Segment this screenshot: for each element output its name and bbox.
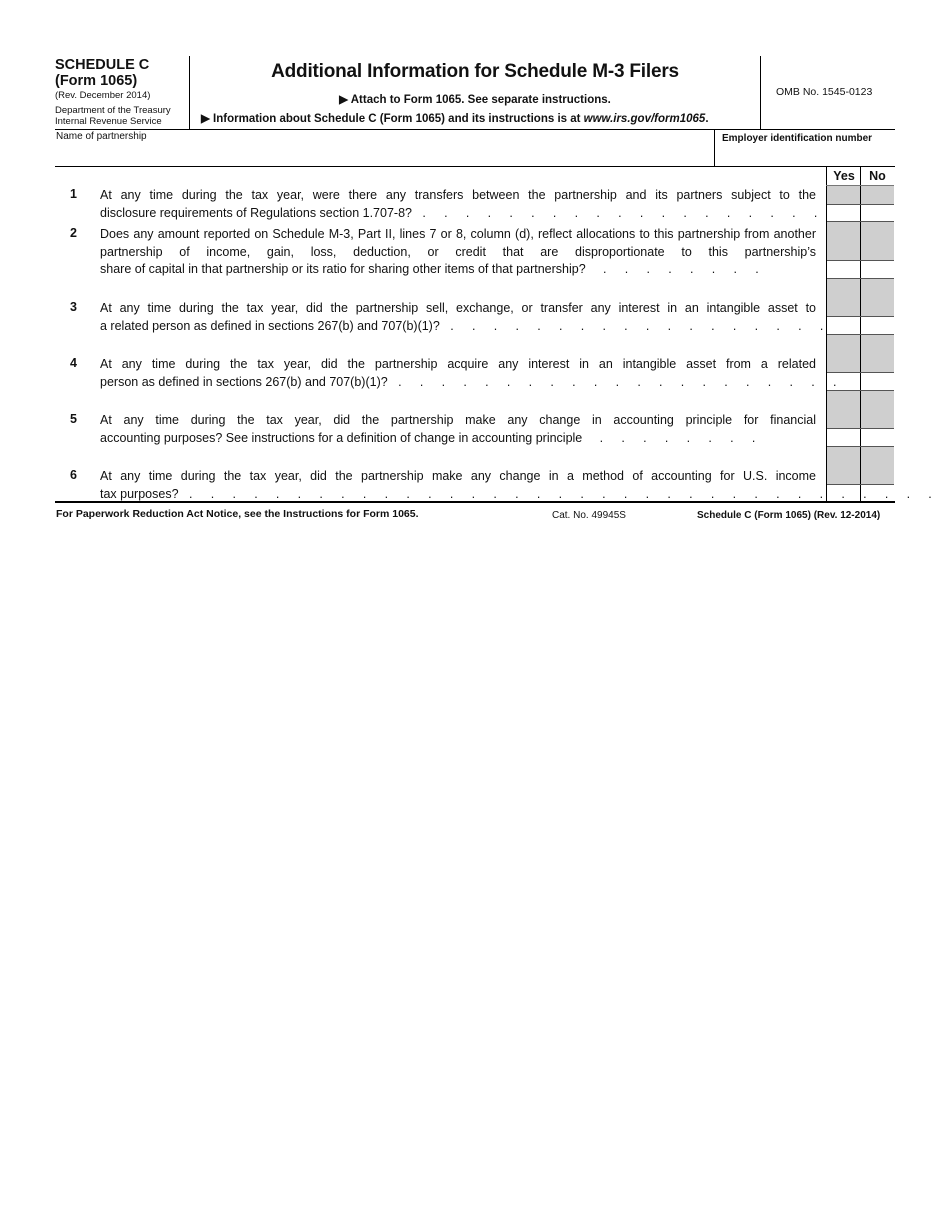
question-text bbox=[100, 356, 844, 391]
ein-divider bbox=[714, 129, 715, 166]
question-text bbox=[100, 412, 816, 447]
q4-no-checkbox[interactable] bbox=[862, 373, 893, 389]
leader-dots: . . . . . . . . . . . . . . . . . . . . . bbox=[398, 374, 844, 389]
shaded-cell bbox=[827, 391, 860, 428]
department: Department of the Treasury bbox=[55, 105, 171, 116]
question-last: disclosure requirements of Regulations section 1.707-8? bbox=[100, 205, 412, 220]
no-column-header: No bbox=[869, 169, 886, 183]
shaded-cell bbox=[827, 335, 860, 372]
question-last-line bbox=[100, 205, 825, 223]
form-identifier bbox=[55, 57, 189, 127]
question-last-line bbox=[100, 318, 831, 336]
partnership-name-label: Name of partnership bbox=[56, 131, 147, 142]
shaded-cell bbox=[827, 186, 860, 204]
ein-label: Employer identification number bbox=[722, 133, 873, 144]
paperwork-notice: For Paperwork Reduction Act Notice, see the Instructions for Form 1065. bbox=[56, 508, 419, 520]
info-prefix: ▶ Information about Schedule C (Form 1065) and its instructions is at bbox=[201, 113, 584, 125]
attach-instruction: ▶ Attach to Form 1065. See separate instructions. bbox=[339, 94, 611, 106]
question-number: 6 bbox=[70, 468, 77, 482]
question-number: 2 bbox=[70, 226, 77, 240]
omb-number: OMB No. 1545-0123 bbox=[776, 86, 873, 98]
question-body: At any time during the tax year, did the partnership acquire any interest in an intangible asset from a related bbox=[100, 357, 816, 371]
q5-yes-checkbox[interactable] bbox=[828, 429, 859, 445]
q2-yes-checkbox[interactable] bbox=[828, 261, 859, 277]
question-number: 4 bbox=[70, 356, 77, 370]
leader-dots: . . . . . . . . . . . . . . . . . . . . . . . . . . . . . . . . . . . bbox=[188, 486, 940, 501]
shaded-cell bbox=[861, 447, 894, 484]
shaded-cell bbox=[861, 279, 894, 316]
leader-dots: . . . . . . . . . . . . . . . . . . bbox=[450, 318, 831, 333]
info-url[interactable]: www.irs.gov/form1065 bbox=[583, 113, 706, 125]
question-body: At any time during the tax year, were there any transfers between the partnership and its partners subject to the bbox=[100, 188, 816, 202]
header-center bbox=[190, 60, 760, 107]
header-divider-right bbox=[760, 56, 761, 129]
leader-dots: . . . . . . . . bbox=[603, 262, 767, 276]
q2-no-checkbox[interactable] bbox=[862, 261, 893, 277]
shaded-cell bbox=[827, 279, 860, 316]
form-number: (Form 1065) bbox=[55, 73, 138, 89]
question-body: Does any amount reported on Schedule M-3, Part II, lines 7 or 8, column (d), reflect allocations to this partnership from another partnership of income, gain, loss, deduction, or credit that are disproportionate to this partnership’s bbox=[100, 227, 816, 259]
question-number: 1 bbox=[70, 187, 77, 201]
question-last-line bbox=[100, 261, 816, 279]
shaded-cell bbox=[861, 335, 894, 372]
ein-field[interactable] bbox=[717, 147, 893, 165]
form-footer-id: Schedule C (Form 1065) (Rev. 12-2014) bbox=[697, 510, 881, 521]
leader-dots: . . . . . . . . . . . . . . . . . . . bbox=[422, 205, 825, 220]
shaded-cell bbox=[827, 447, 860, 484]
yes-column-header: Yes bbox=[833, 169, 855, 183]
name-row-bottom-rule bbox=[55, 166, 895, 167]
question-text bbox=[100, 468, 940, 503]
service: Internal Revenue Service bbox=[55, 116, 162, 127]
shaded-cell bbox=[861, 391, 894, 428]
q5-no-checkbox[interactable] bbox=[862, 429, 893, 445]
question-number: 3 bbox=[70, 300, 77, 314]
partnership-name-field[interactable] bbox=[56, 144, 711, 164]
shaded-cell bbox=[861, 222, 894, 260]
question-last: tax purposes? bbox=[100, 486, 179, 501]
question-text bbox=[100, 187, 825, 222]
page-title: Additional Information for Schedule M-3 Filers bbox=[271, 61, 679, 82]
question-last: person as defined in sections 267(b) and 707(b)(1)? bbox=[100, 374, 388, 389]
header-bottom-rule bbox=[55, 129, 895, 130]
catalog-number: Cat. No. 49945S bbox=[552, 510, 626, 521]
revision-date: (Rev. December 2014) bbox=[55, 90, 151, 101]
q1-yes-checkbox[interactable] bbox=[828, 205, 859, 221]
question-last-line bbox=[100, 430, 816, 448]
question-text bbox=[100, 226, 816, 279]
info-suffix: . bbox=[705, 113, 709, 125]
question-body: At any time during the tax year, did the partnership sell, exchange, or transfer any interest in an intangible asset to bbox=[100, 301, 816, 315]
question-last: a related person as defined in sections 267(b) and 707(b)(1)? bbox=[100, 318, 440, 333]
q1-no-checkbox[interactable] bbox=[862, 205, 893, 221]
q3-yes-checkbox[interactable] bbox=[828, 317, 859, 333]
footer-rule bbox=[55, 501, 895, 503]
leader-dots: . . . . . . . . bbox=[599, 430, 763, 445]
question-last: accounting purposes? See instructions for a definition of change in accounting principle bbox=[100, 430, 583, 445]
shaded-cell bbox=[861, 186, 894, 204]
question-body: At any time during the tax year, did the partnership make any change in a method of accounting for U.S. income bbox=[100, 469, 816, 483]
question-last: share of capital in that partnership or its ratio for sharing other items of that partnership? bbox=[100, 262, 586, 276]
shaded-cell bbox=[827, 222, 860, 260]
question-last-line bbox=[100, 374, 844, 392]
question-text bbox=[100, 300, 831, 335]
schedule-title: SCHEDULE C bbox=[55, 57, 150, 73]
question-number: 5 bbox=[70, 412, 77, 426]
question-body: At any time during the tax year, did the partnership make any change in accounting principle for financial bbox=[100, 413, 816, 427]
info-line bbox=[201, 112, 709, 126]
q3-no-checkbox[interactable] bbox=[862, 317, 893, 333]
